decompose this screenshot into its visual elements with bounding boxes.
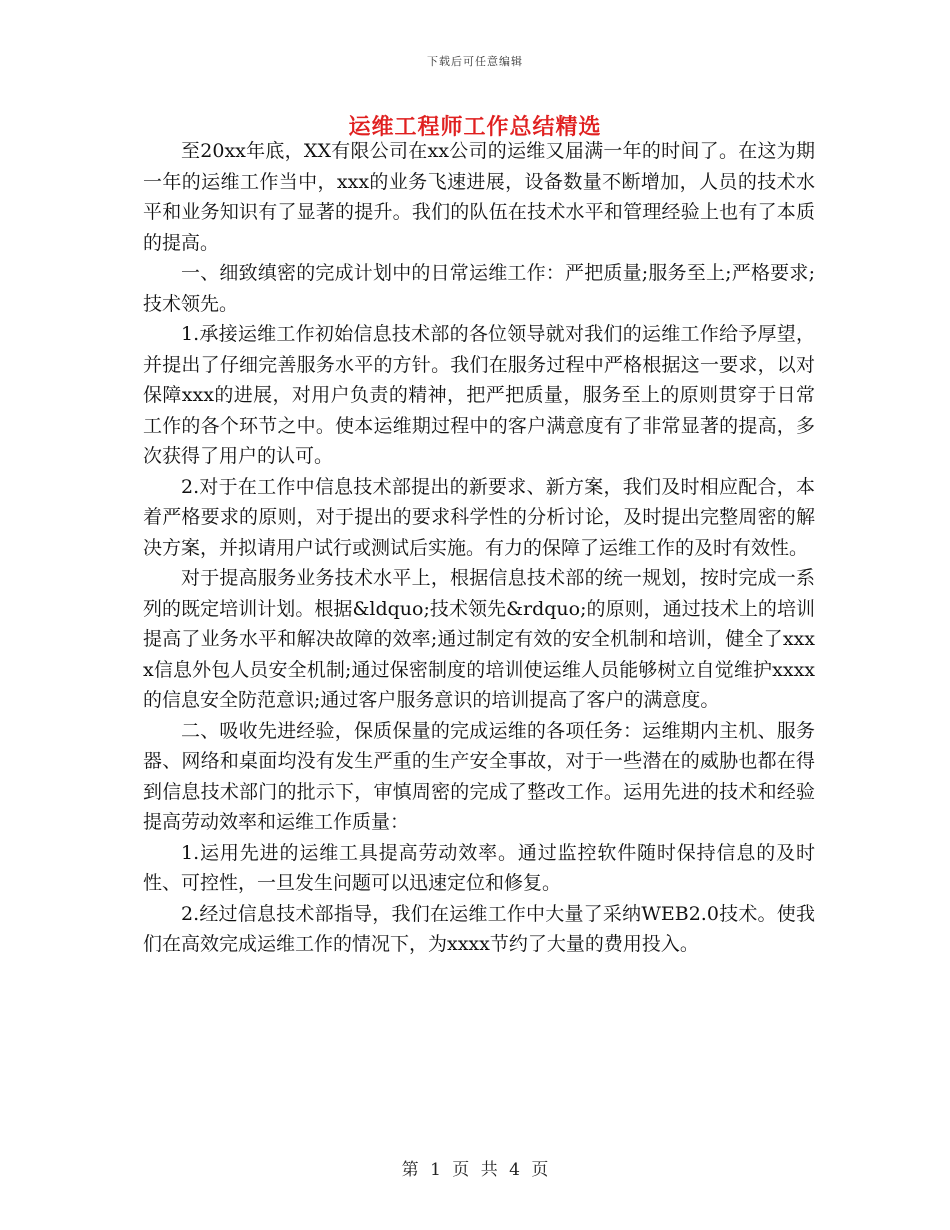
page-number-footer: 第 1 页 共 4 页 xyxy=(401,1160,549,1180)
paragraph: 二、吸收先进经验，保质保量的完成运维的各项任务：运维期内主机、服务器、网络和桌面均没有发生严重的生产安全事故，对于一些潜在的威胁也都在得到信息技术部门的批示下，审慎周密的完成了整改工作。运用先进的技术和经验提高劳动效率和运维工作质量： xyxy=(143,719,815,833)
header-note: 下载后可任意编辑 xyxy=(427,55,523,68)
paragraph: 对于提高服务业务技术水平上，根据信息技术部的统一规划，按时完成一系列的既定培训计划。根据&ldquo;技术领先&rdquo;的原则，通过技术上的培训提高了业务水平和解决故障的效率;通过制定有效的安全机制和培训，健全了xxxx信息外包人员安全机制;通过保密制度的培训使运维人员能够树立自觉维护xxxx的信息安全防范意识;通过客户服务意识的培训提高了客户的满意度。 xyxy=(143,567,815,711)
paragraph: 2.对于在工作中信息技术部提出的新要求、新方案，我们及时相应配合，本着严格要求的原则，对于提出的要求科学性的分析讨论，及时提出完整周密的解决方案，并拟请用户试行或测试后实施。有力的保障了运维工作的及时有效性。 xyxy=(143,475,815,559)
paragraph: 一、细致缜密的完成计划中的日常运维工作：严把质量;服务至上;严格要求;技术领先。 xyxy=(143,262,815,315)
document-title: 运维工程师工作总结精选 xyxy=(348,114,602,140)
document-body xyxy=(143,136,815,960)
paragraph: 1.运用先进的运维工具提高劳动效率。通过监控软件随时保持信息的及时性、可控性，一旦发生问题可以迅速定位和修复。 xyxy=(143,841,815,894)
paragraph: 1.承接运维工作初始信息技术部的各位领导就对我们的运维工作给予厚望，并提出了仔细完善服务水平的方针。我们在服务过程中严格根据这一要求，以对保障xxx的进展，对用户负责的精神，把严把质量，服务至上的原则贯穿于日常工作的各个环节之中。使本运维期过程中的客户满意度有了非常显著的提高，多次获得了用户的认可。 xyxy=(143,323,815,467)
paragraph: 2.经过信息技术部指导，我们在运维工作中大量了采纳WEB2.0技术。使我们在高效完成运维工作的情况下，为xxxx节约了大量的费用投入。 xyxy=(143,902,815,955)
paragraph: 至20xx年底，XX有限公司在xx公司的运维又届满一年的时间了。在这为期一年的运维工作当中，xxx的业务飞速进展，设备数量不断增加，人员的技术水平和业务知识有了显著的提升。我们的队伍在技术水平和管理经验上也有了本质的提高。 xyxy=(143,140,815,254)
